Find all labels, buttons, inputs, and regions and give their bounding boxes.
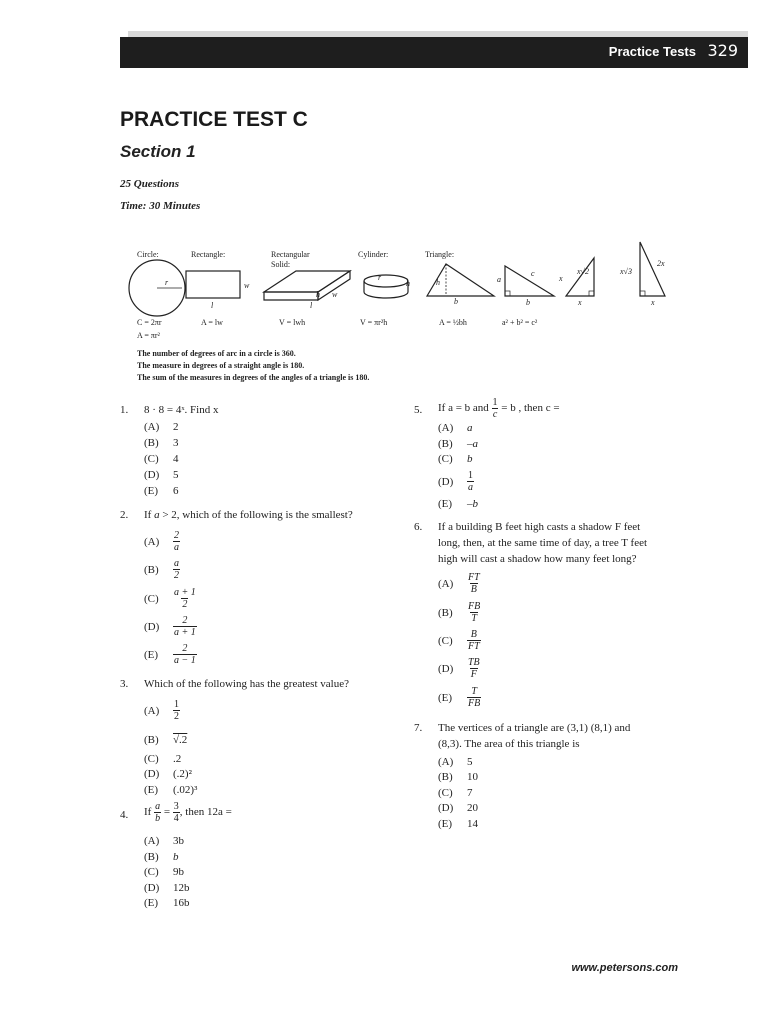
formula-cylinder-volume: V = πr²h [360,318,388,327]
rect-w-mark: w [244,281,250,290]
ts-x-mark: x [651,298,655,307]
cyl-h-mark: h [406,279,410,288]
ref-label-triangle: Triangle: [425,250,455,259]
fact-straight-angle: The measure in degrees of a straight angle is 180. [137,361,305,370]
formula-circumference: C = 2πr [137,318,162,327]
time-limit: Time: 30 Minutes [120,200,201,212]
question-stem: If a = b and $\frac{1}{c}$ = b , then c = [438,397,560,420]
ref-label-circle: Circle: [137,250,159,259]
ts-2x-mark: 2x [657,259,665,268]
question-stem: If $\frac{a}{b}$ = $\frac{3}{4}$ , then 12a = [144,801,232,824]
question-1 [120,403,390,417]
ref-label-rect-solid-2: Solid: [271,260,291,269]
formula-rect-area: A = lw [201,318,223,327]
question-number: 1. [120,404,129,416]
question-number: 7. [414,722,423,734]
fact-triangle-sum: The sum of the measures in degrees of the angles of a triangle is 180. [137,373,370,382]
question-number: 5. [414,404,423,416]
formula-solid-volume: V = lwh [279,318,306,327]
tri-h-mark: h [436,278,440,287]
iso-x2-mark: x [578,298,582,307]
page-title: PRACTICE TEST C [120,108,308,131]
rect-l-mark: l [211,301,214,310]
question-number: 2. [120,509,129,521]
question-7 [414,721,694,753]
thirty-sixty-triangle-figure [640,242,665,296]
section-heading: Section 1 [120,142,196,161]
reference-figures [120,236,680,326]
question-stem: If a > 2, which of the following is the smallest? [144,509,353,521]
rt-c-mark: c [531,269,535,278]
question-stem-line-2: long, then, at the same time of day, a tree T feet [438,537,648,549]
question-stem-line-1: The vertices of a triangle are (3,1) (8,1) and [438,722,631,734]
formula-triangle-area: A = ½bh [439,318,467,327]
header-section-name: Practice Tests [608,44,696,59]
question-number: 6. [414,521,423,533]
question-6 [414,520,694,568]
fact-circle-degrees: The number of degrees of arc in a circle is 360. [137,349,296,358]
question-stem: 8 · 8 = 4ˣ. Find x [144,404,219,416]
ref-label-rectangle: Rectangle: [191,250,226,259]
right-triangle-figure [505,266,554,296]
solid-l-mark: l [310,301,313,310]
circle-r-mark: r [165,278,169,287]
question-5 [414,397,694,425]
question-2 [120,508,390,522]
question-count: 25 Questions [120,178,179,190]
footer-url[interactable]: www.petersons.com [571,962,678,974]
question-stem-line-1: If a building B feet high casts a shadow F feet [438,521,641,533]
formula-circle-area: A = πr² [137,331,160,340]
tri-b-mark: b [454,297,458,306]
question-stem-line-2: (8,3). The area of this triangle is [438,738,580,750]
formula-pythagorean: a² + b² = c² [502,318,538,327]
ts-xr3-mark: x√3 [620,267,632,276]
solid-w-mark: w [332,290,338,299]
question-stem-line-3: high will cast a shadow how many feet long? [438,553,637,565]
isosceles-right-triangle-figure [566,258,594,296]
rt-b-mark: b [526,298,530,307]
ref-label-cylinder: Cylinder: [358,250,389,259]
cyl-r-mark: r [378,273,382,282]
solid-h-mark: h [316,290,320,299]
question-number: 4. [120,809,129,821]
rt-a-mark: a [497,275,501,284]
rectangle-figure [186,271,240,298]
question-stem: Which of the following has the greatest value? [144,678,349,690]
question-3 [120,677,390,691]
question-number: 3. [120,678,129,690]
iso-x-mark: x [559,274,563,283]
iso-xr2-mark: x√2 [577,267,589,276]
ref-label-rect-solid-1: Rectangular [271,250,310,259]
question-4 [120,801,390,831]
page-number: 329 [707,41,738,60]
cylinder-figure [364,275,408,298]
